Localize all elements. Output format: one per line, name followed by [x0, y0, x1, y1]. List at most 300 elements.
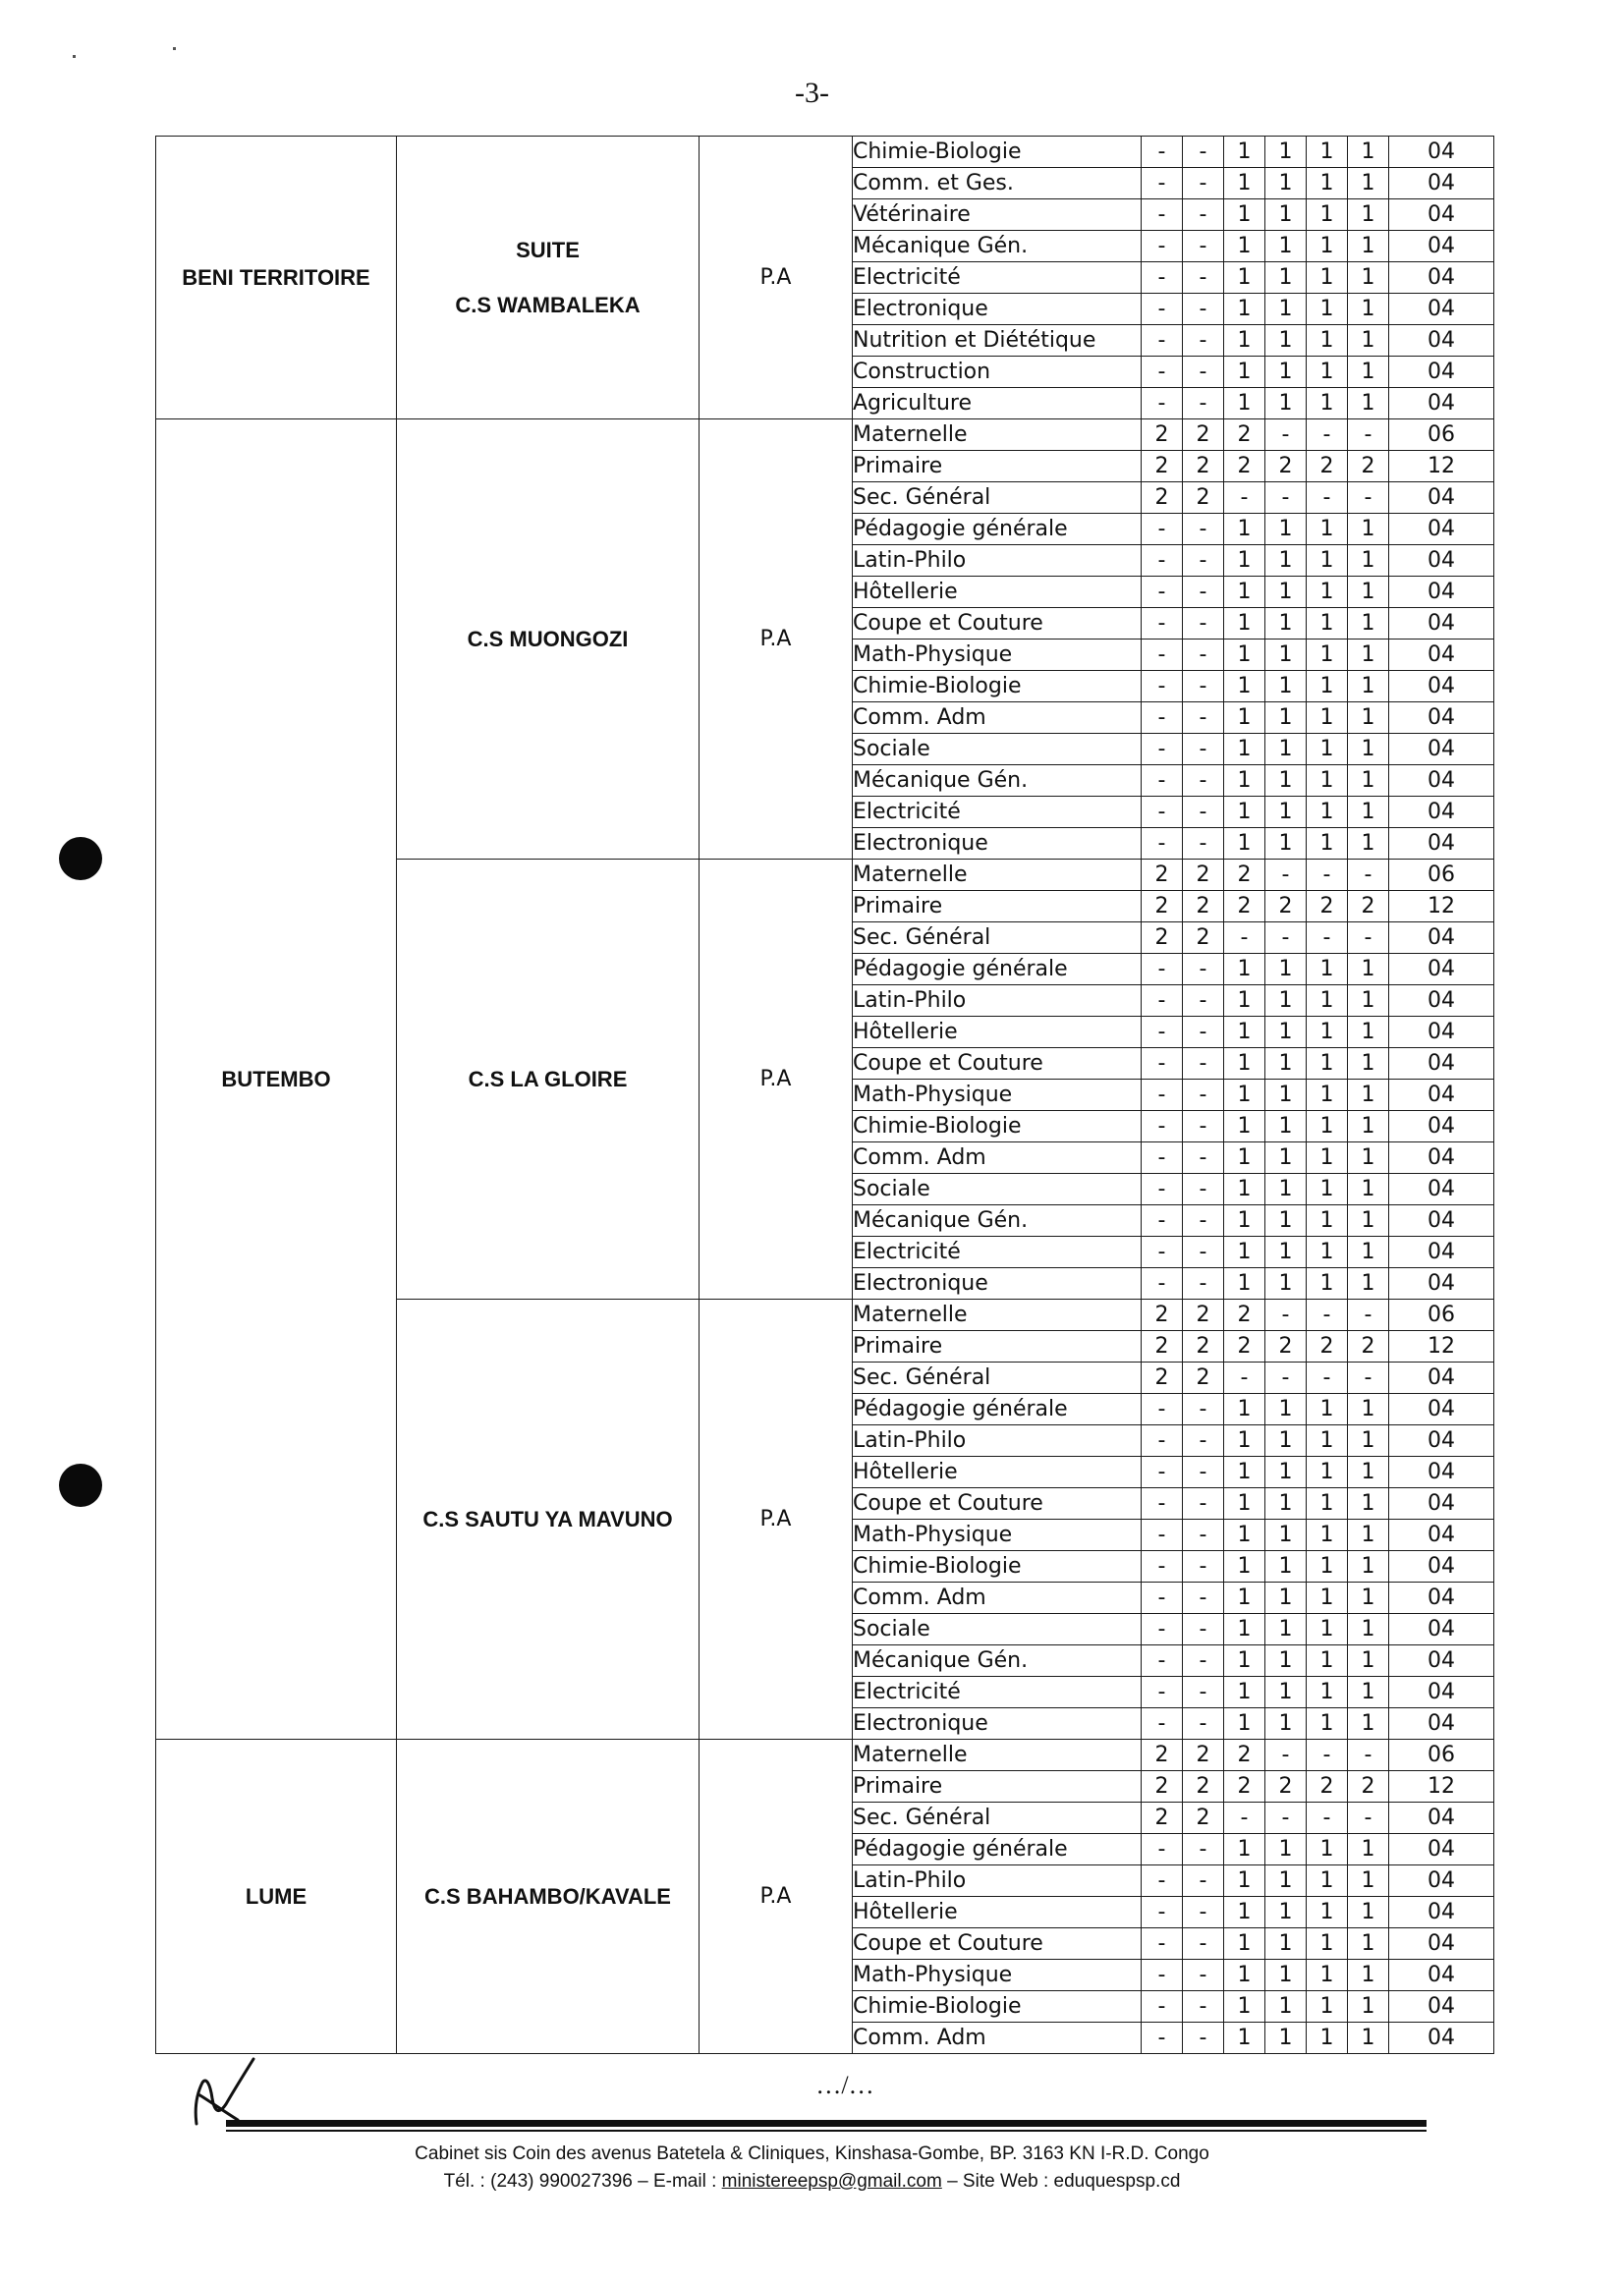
grade-cell-1: 2	[1142, 1331, 1183, 1363]
total-cell: 04	[1389, 702, 1494, 734]
total-cell: 04	[1389, 1425, 1494, 1457]
total-cell: 04	[1389, 954, 1494, 985]
grade-cell-5: 1	[1307, 1237, 1348, 1268]
grade-cell-4: 1	[1265, 137, 1307, 168]
section-cell: Primaire	[853, 451, 1142, 482]
grade-cell-5: 1	[1307, 1960, 1348, 1991]
grade-cell-5: 1	[1307, 608, 1348, 640]
grade-cell-3: 1	[1224, 1677, 1265, 1708]
grade-cell-6: 1	[1348, 1237, 1389, 1268]
footer-phone: Tél. : (243) 990027396 – E-mail :	[443, 2171, 722, 2192]
scan-speck	[73, 55, 76, 58]
grade-cell-1: -	[1142, 954, 1183, 985]
grade-cell-5: 1	[1307, 1991, 1348, 2023]
total-cell: 04	[1389, 2023, 1494, 2054]
grade-cell-6: 1	[1348, 325, 1389, 357]
grade-cell-2: -	[1183, 1111, 1224, 1142]
grade-cell-4: -	[1265, 1363, 1307, 1394]
grade-cell-3: 1	[1224, 1897, 1265, 1928]
regime-cell: P.A	[700, 419, 853, 860]
grade-cell-1: -	[1142, 1614, 1183, 1645]
grade-cell-1: -	[1142, 608, 1183, 640]
grade-cell-5: 1	[1307, 1142, 1348, 1174]
section-cell: Electricité	[853, 262, 1142, 294]
grade-cell-4: 2	[1265, 1331, 1307, 1363]
grade-cell-6: 1	[1348, 199, 1389, 231]
grade-cell-6: 1	[1348, 765, 1389, 797]
grade-cell-5: -	[1307, 860, 1348, 891]
grade-cell-6: 1	[1348, 1583, 1389, 1614]
grade-cell-2: -	[1183, 1520, 1224, 1551]
grade-cell-2: -	[1183, 1708, 1224, 1740]
grade-cell-5: -	[1307, 1740, 1348, 1771]
grade-cell-2: -	[1183, 262, 1224, 294]
grade-cell-4: -	[1265, 1803, 1307, 1834]
grade-cell-6: 1	[1348, 797, 1389, 828]
grade-cell-1: -	[1142, 294, 1183, 325]
total-cell: 04	[1389, 514, 1494, 545]
grade-cell-3: 1	[1224, 671, 1265, 702]
grade-cell-4: 1	[1265, 325, 1307, 357]
grade-cell-3: 1	[1224, 1142, 1265, 1174]
grade-cell-6: 1	[1348, 1551, 1389, 1583]
section-cell: Hôtellerie	[853, 1017, 1142, 1048]
grade-cell-4: 1	[1265, 1017, 1307, 1048]
schools-table	[155, 136, 1494, 2054]
grade-cell-3: 1	[1224, 828, 1265, 860]
grade-cell-5: 1	[1307, 1834, 1348, 1865]
total-cell: 04	[1389, 1991, 1494, 2023]
grade-cell-4: 1	[1265, 1394, 1307, 1425]
section-cell: Primaire	[853, 1331, 1142, 1363]
section-cell: Hôtellerie	[853, 1457, 1142, 1488]
grade-cell-6: 1	[1348, 1142, 1389, 1174]
grade-cell-5: 1	[1307, 577, 1348, 608]
total-cell: 04	[1389, 199, 1494, 231]
grade-cell-3: 1	[1224, 199, 1265, 231]
grade-cell-2: -	[1183, 640, 1224, 671]
footer-address: Cabinet sis Coin des avenus Batetela & Cliniques, Kinshasa-Gombe, BP. 3163 KN I-R.D. Congo	[415, 2143, 1209, 2164]
grade-cell-1: -	[1142, 797, 1183, 828]
grade-cell-5: 1	[1307, 702, 1348, 734]
grade-cell-4: 1	[1265, 1865, 1307, 1897]
section-cell: Coupe et Couture	[853, 1048, 1142, 1080]
grade-cell-3: 2	[1224, 891, 1265, 922]
total-cell: 04	[1389, 1708, 1494, 1740]
grade-cell-4: 1	[1265, 1708, 1307, 1740]
grade-cell-1: -	[1142, 1017, 1183, 1048]
grade-cell-4: 1	[1265, 545, 1307, 577]
grade-cell-2: -	[1183, 1237, 1224, 1268]
grade-cell-2: 2	[1183, 1803, 1224, 1834]
grade-cell-1: 2	[1142, 1771, 1183, 1803]
grade-cell-4: 1	[1265, 1205, 1307, 1237]
grade-cell-4: 1	[1265, 357, 1307, 388]
grade-cell-3: 1	[1224, 1614, 1265, 1645]
grade-cell-6: 1	[1348, 1174, 1389, 1205]
grade-cell-4: 1	[1265, 608, 1307, 640]
grade-cell-4: 1	[1265, 199, 1307, 231]
section-cell: Construction	[853, 357, 1142, 388]
grade-cell-3: 1	[1224, 954, 1265, 985]
section-cell: Math-Physique	[853, 1080, 1142, 1111]
grade-cell-5: 1	[1307, 640, 1348, 671]
grade-cell-6: 1	[1348, 388, 1389, 419]
section-cell: Latin-Philo	[853, 1865, 1142, 1897]
total-cell: 04	[1389, 640, 1494, 671]
grade-cell-1: -	[1142, 1237, 1183, 1268]
section-cell: Nutrition et Diététique	[853, 325, 1142, 357]
grade-cell-5: 1	[1307, 1583, 1348, 1614]
grade-cell-3: 2	[1224, 1771, 1265, 1803]
grade-cell-1: -	[1142, 1457, 1183, 1488]
grade-cell-6: 1	[1348, 1205, 1389, 1237]
section-cell: Chimie-Biologie	[853, 1551, 1142, 1583]
total-cell: 04	[1389, 1268, 1494, 1300]
total-cell: 04	[1389, 294, 1494, 325]
total-cell: 04	[1389, 1394, 1494, 1425]
grade-cell-4: 1	[1265, 1583, 1307, 1614]
grade-cell-4: 1	[1265, 640, 1307, 671]
grade-cell-3: 1	[1224, 1080, 1265, 1111]
grade-cell-5: 1	[1307, 1111, 1348, 1142]
grade-cell-3: 1	[1224, 231, 1265, 262]
section-cell: Math-Physique	[853, 1960, 1142, 1991]
grade-cell-4: -	[1265, 419, 1307, 451]
grade-cell-1: -	[1142, 1488, 1183, 1520]
grade-cell-3: 1	[1224, 797, 1265, 828]
grade-cell-6: 1	[1348, 734, 1389, 765]
total-cell: 04	[1389, 797, 1494, 828]
grade-cell-1: 2	[1142, 1300, 1183, 1331]
grade-cell-3: 2	[1224, 1740, 1265, 1771]
grade-cell-2: -	[1183, 1834, 1224, 1865]
grade-cell-1: -	[1142, 388, 1183, 419]
section-cell: Chimie-Biologie	[853, 1111, 1142, 1142]
grade-cell-1: -	[1142, 357, 1183, 388]
grade-cell-6: 1	[1348, 545, 1389, 577]
grade-cell-1: -	[1142, 1928, 1183, 1960]
school-name-cell: C.S SAUTU YA MAVUNO	[397, 1300, 700, 1740]
grade-cell-1: 2	[1142, 922, 1183, 954]
total-cell: 04	[1389, 1174, 1494, 1205]
grade-cell-6: 1	[1348, 1928, 1389, 1960]
grade-cell-2: -	[1183, 954, 1224, 985]
grade-cell-3: 1	[1224, 985, 1265, 1017]
grade-cell-6: 1	[1348, 294, 1389, 325]
grade-cell-1: -	[1142, 168, 1183, 199]
grade-cell-3: 1	[1224, 545, 1265, 577]
grade-cell-2: -	[1183, 577, 1224, 608]
grade-cell-3: 2	[1224, 419, 1265, 451]
section-cell: Electronique	[853, 1708, 1142, 1740]
grade-cell-5: 1	[1307, 388, 1348, 419]
grade-cell-4: 1	[1265, 1614, 1307, 1645]
section-cell: Latin-Philo	[853, 545, 1142, 577]
grade-cell-5: 1	[1307, 545, 1348, 577]
grade-cell-2: -	[1183, 1142, 1224, 1174]
section-cell: Sociale	[853, 1174, 1142, 1205]
location-cell: BENI TERRITOIRE	[156, 137, 397, 419]
grade-cell-3: -	[1224, 922, 1265, 954]
grade-cell-6: 1	[1348, 1017, 1389, 1048]
grade-cell-2: -	[1183, 828, 1224, 860]
grade-cell-1: -	[1142, 2023, 1183, 2054]
grade-cell-3: 1	[1224, 1488, 1265, 1520]
grade-cell-5: 1	[1307, 1488, 1348, 1520]
grade-cell-1: -	[1142, 1394, 1183, 1425]
grade-cell-3: 2	[1224, 1300, 1265, 1331]
grade-cell-3: 1	[1224, 1174, 1265, 1205]
grade-cell-2: -	[1183, 797, 1224, 828]
grade-cell-4: 2	[1265, 891, 1307, 922]
grade-cell-4: -	[1265, 1300, 1307, 1331]
grade-cell-1: 2	[1142, 1740, 1183, 1771]
grade-cell-1: -	[1142, 1268, 1183, 1300]
section-cell: Maternelle	[853, 860, 1142, 891]
grade-cell-5: 1	[1307, 2023, 1348, 2054]
grade-cell-2: -	[1183, 545, 1224, 577]
total-cell: 04	[1389, 1080, 1494, 1111]
grade-cell-3: 1	[1224, 608, 1265, 640]
grade-cell-3: 1	[1224, 325, 1265, 357]
total-cell: 12	[1389, 1771, 1494, 1803]
grade-cell-1: -	[1142, 985, 1183, 1017]
grade-cell-6: 1	[1348, 954, 1389, 985]
total-cell: 04	[1389, 828, 1494, 860]
total-cell: 04	[1389, 1488, 1494, 1520]
total-cell: 04	[1389, 1048, 1494, 1080]
grade-cell-4: 1	[1265, 1174, 1307, 1205]
grade-cell-6: 1	[1348, 262, 1389, 294]
grade-cell-3: 1	[1224, 1457, 1265, 1488]
grade-cell-5: 1	[1307, 231, 1348, 262]
total-cell: 06	[1389, 419, 1494, 451]
grade-cell-2: -	[1183, 1268, 1224, 1300]
section-cell: Mécanique Gén.	[853, 1205, 1142, 1237]
grade-cell-3: 1	[1224, 357, 1265, 388]
grade-cell-3: 1	[1224, 1551, 1265, 1583]
grade-cell-4: 1	[1265, 1268, 1307, 1300]
total-cell: 04	[1389, 1865, 1494, 1897]
total-cell: 12	[1389, 1331, 1494, 1363]
grade-cell-1: -	[1142, 514, 1183, 545]
grade-cell-3: 1	[1224, 1205, 1265, 1237]
grade-cell-4: 1	[1265, 1488, 1307, 1520]
grade-cell-1: -	[1142, 1960, 1183, 1991]
grade-cell-2: -	[1183, 1865, 1224, 1897]
total-cell: 04	[1389, 577, 1494, 608]
grade-cell-5: 1	[1307, 294, 1348, 325]
grade-cell-1: -	[1142, 1583, 1183, 1614]
section-cell: Sec. Général	[853, 1803, 1142, 1834]
punch-hole	[59, 837, 102, 880]
total-cell: 04	[1389, 1205, 1494, 1237]
grade-cell-4: 2	[1265, 451, 1307, 482]
grade-cell-6: 1	[1348, 640, 1389, 671]
grade-cell-6: 1	[1348, 1425, 1389, 1457]
total-cell: 04	[1389, 1614, 1494, 1645]
grade-cell-2: -	[1183, 702, 1224, 734]
grade-cell-5: -	[1307, 419, 1348, 451]
grade-cell-3: 1	[1224, 1928, 1265, 1960]
section-cell: Electronique	[853, 1268, 1142, 1300]
grade-cell-5: 1	[1307, 168, 1348, 199]
grade-cell-3: 1	[1224, 640, 1265, 671]
grade-cell-6: 1	[1348, 1457, 1389, 1488]
school-name-cell: C.S MUONGOZI	[397, 419, 700, 860]
grade-cell-4: 1	[1265, 765, 1307, 797]
section-cell: Chimie-Biologie	[853, 671, 1142, 702]
grade-cell-5: 2	[1307, 891, 1348, 922]
grade-cell-1: -	[1142, 325, 1183, 357]
section-cell: Agriculture	[853, 388, 1142, 419]
grade-cell-6: -	[1348, 922, 1389, 954]
grade-cell-5: 1	[1307, 1928, 1348, 1960]
regime-cell: P.A	[700, 137, 853, 419]
grade-cell-6: 1	[1348, 1960, 1389, 1991]
section-cell: Comm. Adm	[853, 702, 1142, 734]
grade-cell-1: -	[1142, 1425, 1183, 1457]
total-cell: 04	[1389, 1645, 1494, 1677]
section-cell: Electronique	[853, 828, 1142, 860]
grade-cell-1: -	[1142, 137, 1183, 168]
grade-cell-5: 1	[1307, 1017, 1348, 1048]
grade-cell-2: -	[1183, 294, 1224, 325]
grade-cell-5: 1	[1307, 199, 1348, 231]
grade-cell-3: 1	[1224, 1645, 1265, 1677]
grade-cell-2: -	[1183, 985, 1224, 1017]
section-cell: Sec. Général	[853, 1363, 1142, 1394]
grade-cell-6: 1	[1348, 137, 1389, 168]
section-cell: Comm. Adm	[853, 2023, 1142, 2054]
grade-cell-2: -	[1183, 1457, 1224, 1488]
handwritten-initial	[189, 2055, 257, 2126]
grade-cell-5: 1	[1307, 954, 1348, 985]
grade-cell-2: -	[1183, 765, 1224, 797]
grade-cell-5: 1	[1307, 1394, 1348, 1425]
grade-cell-4: 1	[1265, 1991, 1307, 2023]
table-row	[156, 419, 1494, 451]
section-cell: Pédagogie générale	[853, 1834, 1142, 1865]
grade-cell-1: -	[1142, 577, 1183, 608]
grade-cell-5: 1	[1307, 765, 1348, 797]
grade-cell-1: 2	[1142, 1803, 1183, 1834]
total-cell: 04	[1389, 1520, 1494, 1551]
grade-cell-5: 1	[1307, 1174, 1348, 1205]
grade-cell-5: 1	[1307, 1425, 1348, 1457]
grade-cell-1: -	[1142, 1080, 1183, 1111]
grade-cell-3: 2	[1224, 860, 1265, 891]
grade-cell-2: 2	[1183, 482, 1224, 514]
section-cell: Latin-Philo	[853, 1425, 1142, 1457]
grade-cell-4: 1	[1265, 1425, 1307, 1457]
grade-cell-5: 1	[1307, 1708, 1348, 1740]
footer-email-link[interactable]: ministereepsp@gmail.com	[721, 2171, 942, 2192]
grade-cell-5: -	[1307, 482, 1348, 514]
grade-cell-4: 1	[1265, 671, 1307, 702]
total-cell: 04	[1389, 1677, 1494, 1708]
grade-cell-6: -	[1348, 1300, 1389, 1331]
grade-cell-5: 2	[1307, 1331, 1348, 1363]
grade-cell-3: -	[1224, 482, 1265, 514]
grade-cell-5: 2	[1307, 1771, 1348, 1803]
section-cell: Latin-Philo	[853, 985, 1142, 1017]
grade-cell-3: 1	[1224, 514, 1265, 545]
grade-cell-5: 1	[1307, 1048, 1348, 1080]
grade-cell-1: -	[1142, 640, 1183, 671]
total-cell: 06	[1389, 860, 1494, 891]
grade-cell-1: -	[1142, 1142, 1183, 1174]
grade-cell-6: 1	[1348, 1111, 1389, 1142]
total-cell: 04	[1389, 608, 1494, 640]
grade-cell-4: 1	[1265, 388, 1307, 419]
grade-cell-6: 1	[1348, 514, 1389, 545]
grade-cell-5: 1	[1307, 325, 1348, 357]
grade-cell-1: -	[1142, 702, 1183, 734]
grade-cell-4: 1	[1265, 1111, 1307, 1142]
grade-cell-4: 1	[1265, 2023, 1307, 2054]
grade-cell-6: 1	[1348, 1488, 1389, 1520]
total-cell: 04	[1389, 137, 1494, 168]
grade-cell-3: 1	[1224, 294, 1265, 325]
total-cell: 04	[1389, 1363, 1494, 1394]
grade-cell-1: 2	[1142, 860, 1183, 891]
grade-cell-2: -	[1183, 1017, 1224, 1048]
footer-rule	[226, 2120, 1427, 2127]
grade-cell-2: -	[1183, 1960, 1224, 1991]
total-cell: 04	[1389, 1237, 1494, 1268]
grade-cell-4: 1	[1265, 1080, 1307, 1111]
total-cell: 04	[1389, 1017, 1494, 1048]
section-cell: Electricité	[853, 1237, 1142, 1268]
grade-cell-5: 1	[1307, 734, 1348, 765]
grade-cell-6: 2	[1348, 1331, 1389, 1363]
grade-cell-6: 1	[1348, 357, 1389, 388]
grade-cell-2: -	[1183, 325, 1224, 357]
grade-cell-4: 1	[1265, 985, 1307, 1017]
school-name-cell: SUITE C.S WAMBALEKA	[397, 137, 700, 419]
grade-cell-2: -	[1183, 231, 1224, 262]
grade-cell-3: 1	[1224, 765, 1265, 797]
total-cell: 04	[1389, 325, 1494, 357]
grade-cell-6: 1	[1348, 577, 1389, 608]
grade-cell-3: 1	[1224, 1425, 1265, 1457]
grade-cell-2: -	[1183, 514, 1224, 545]
section-cell: Comm. et Ges.	[853, 168, 1142, 199]
grade-cell-6: 1	[1348, 671, 1389, 702]
grade-cell-4: 1	[1265, 1237, 1307, 1268]
grade-cell-2: 2	[1183, 860, 1224, 891]
section-cell: Mécanique Gén.	[853, 231, 1142, 262]
regime-cell: P.A	[700, 1740, 853, 2054]
total-cell: 06	[1389, 1300, 1494, 1331]
grade-cell-6: 1	[1348, 608, 1389, 640]
grade-cell-2: -	[1183, 1677, 1224, 1708]
grade-cell-6: 2	[1348, 891, 1389, 922]
section-cell: Pédagogie générale	[853, 1394, 1142, 1425]
grade-cell-2: -	[1183, 2023, 1224, 2054]
grade-cell-3: 1	[1224, 1111, 1265, 1142]
grade-cell-5: -	[1307, 1803, 1348, 1834]
grade-cell-5: 1	[1307, 1897, 1348, 1928]
grade-cell-1: -	[1142, 1708, 1183, 1740]
grade-cell-4: 1	[1265, 1457, 1307, 1488]
grade-cell-5: 1	[1307, 1614, 1348, 1645]
section-cell: Mécanique Gén.	[853, 1645, 1142, 1677]
footer-website: – Site Web : eduquespsp.cd	[941, 2171, 1181, 2192]
grade-cell-6: 1	[1348, 1520, 1389, 1551]
